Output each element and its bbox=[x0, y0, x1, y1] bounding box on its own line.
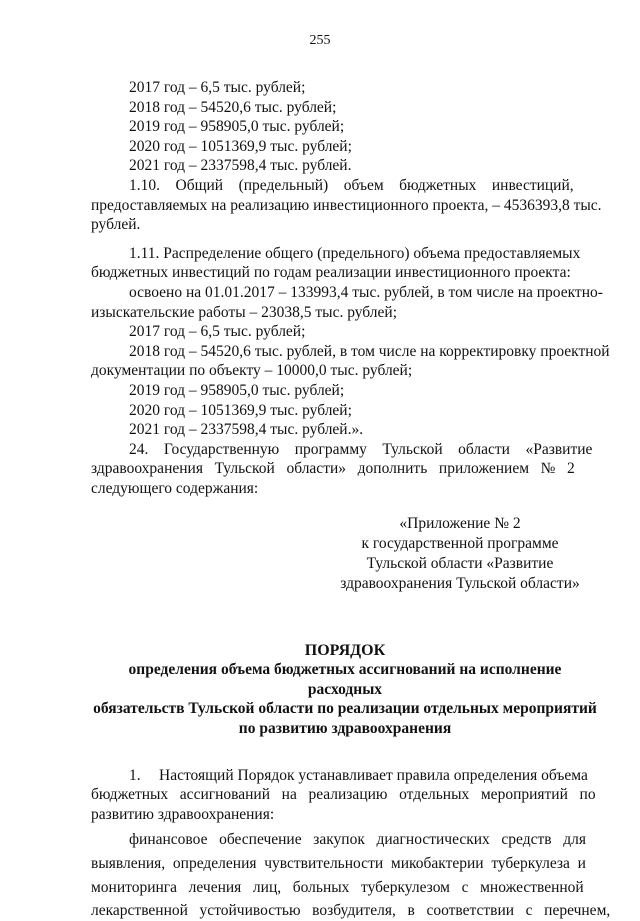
item-24-line: следующего содержания: bbox=[91, 479, 259, 497]
year-line: 2020 год – 1051369,9 тыс. рублей; bbox=[129, 401, 352, 419]
year-line: 2021 год – 2337598,4 тыс. рублей. bbox=[129, 157, 352, 175]
item-1-10-line: предоставляемых на реализацию инвестиционного проекта, – 4536393,8 тыс. bbox=[91, 196, 602, 214]
para-2-line: мониторинга лечения лиц, больных туберкулезом с множественной bbox=[91, 878, 584, 896]
para-2-line: лекарственной устойчивостью возбудителя, в соответствии с перечнем, bbox=[91, 902, 611, 920]
para-1-line: развитию здравоохранения: bbox=[91, 805, 275, 823]
page-number: 255 bbox=[309, 33, 331, 48]
appendix-reference bbox=[329, 514, 591, 593]
item-1-10-line: рублей. bbox=[91, 216, 141, 234]
item-24-line: здравоохранения Тульской области» дополнить приложением № 2 bbox=[91, 460, 575, 478]
para-2-line: финансовое обеспечение закупок диагностических средств для bbox=[129, 831, 586, 849]
item-1-11-line: бюджетных инвестиций по годам реализации инвестиционного проекта: bbox=[91, 264, 571, 282]
year-line: 2017 год – 6,5 тыс. рублей; bbox=[129, 323, 306, 341]
subtitle-line: определения объема бюджетных ассигнований на исполнение расходных bbox=[128, 661, 562, 698]
item-1-11-line: 1.11. Распределение общего (предельного) объема предоставляемых bbox=[129, 244, 581, 262]
item-24-line: 24. Государственную программу Тульской области «Развитие bbox=[129, 440, 593, 458]
subtitle-line: по развитию здравоохранения bbox=[238, 720, 452, 738]
appendix-line: «Приложение № 2 bbox=[399, 515, 521, 533]
year-line: 2018 год – 54520,6 тыс. рублей; bbox=[129, 98, 337, 116]
year-line: 2020 год – 1051369,9 тыс. рублей; bbox=[129, 137, 352, 155]
year-2018-line: 2018 год – 54520,6 тыс. рублей, в том числе на корректировку проектной bbox=[129, 342, 610, 360]
year-line: 2019 год – 958905,0 тыс. рублей; bbox=[129, 381, 345, 399]
para-2-line: выявления, определения чувствительности микобактерии туберкулеза и bbox=[91, 855, 586, 872]
year-line: 2019 год – 958905,0 тыс. рублей; bbox=[129, 118, 345, 136]
year-2018-line: документации по объекту – 10000,0 тыс. рублей; bbox=[91, 362, 413, 380]
appendix-line: Тульской области «Развитие bbox=[366, 555, 554, 573]
subtitle-line: обязательств Тульской области по реализации отдельных мероприятий bbox=[93, 700, 597, 718]
para-1-line: бюджетных ассигнований на реализацию отдельных мероприятий по bbox=[91, 786, 596, 804]
para-1-text: Настоящий Порядок устанавливает правила определения объема bbox=[159, 766, 588, 784]
appendix-line: к государственной программе bbox=[361, 535, 559, 553]
year-line: 2021 год – 2337598,4 тыс. рублей.». bbox=[129, 421, 364, 439]
title-heading: ПОРЯДОК bbox=[304, 641, 386, 659]
item-1-10-line: 1.10. Общий (предельный) объем бюджетных инвестиций, bbox=[129, 176, 574, 194]
para-1-line bbox=[91, 766, 599, 786]
mastered-line: изыскательские работы – 23038,5 тыс. рублей; bbox=[91, 303, 398, 321]
section-title bbox=[91, 641, 599, 739]
para-1-number: 1. bbox=[129, 766, 141, 784]
year-line: 2017 год – 6,5 тыс. рублей; bbox=[129, 79, 306, 96]
appendix-line: здравоохранения Тульской области» bbox=[340, 574, 580, 592]
document-body bbox=[91, 78, 611, 921]
mastered-line: освоено на 01.01.2017 – 133993,4 тыс. рублей, в том числе на проектно- bbox=[129, 283, 603, 301]
